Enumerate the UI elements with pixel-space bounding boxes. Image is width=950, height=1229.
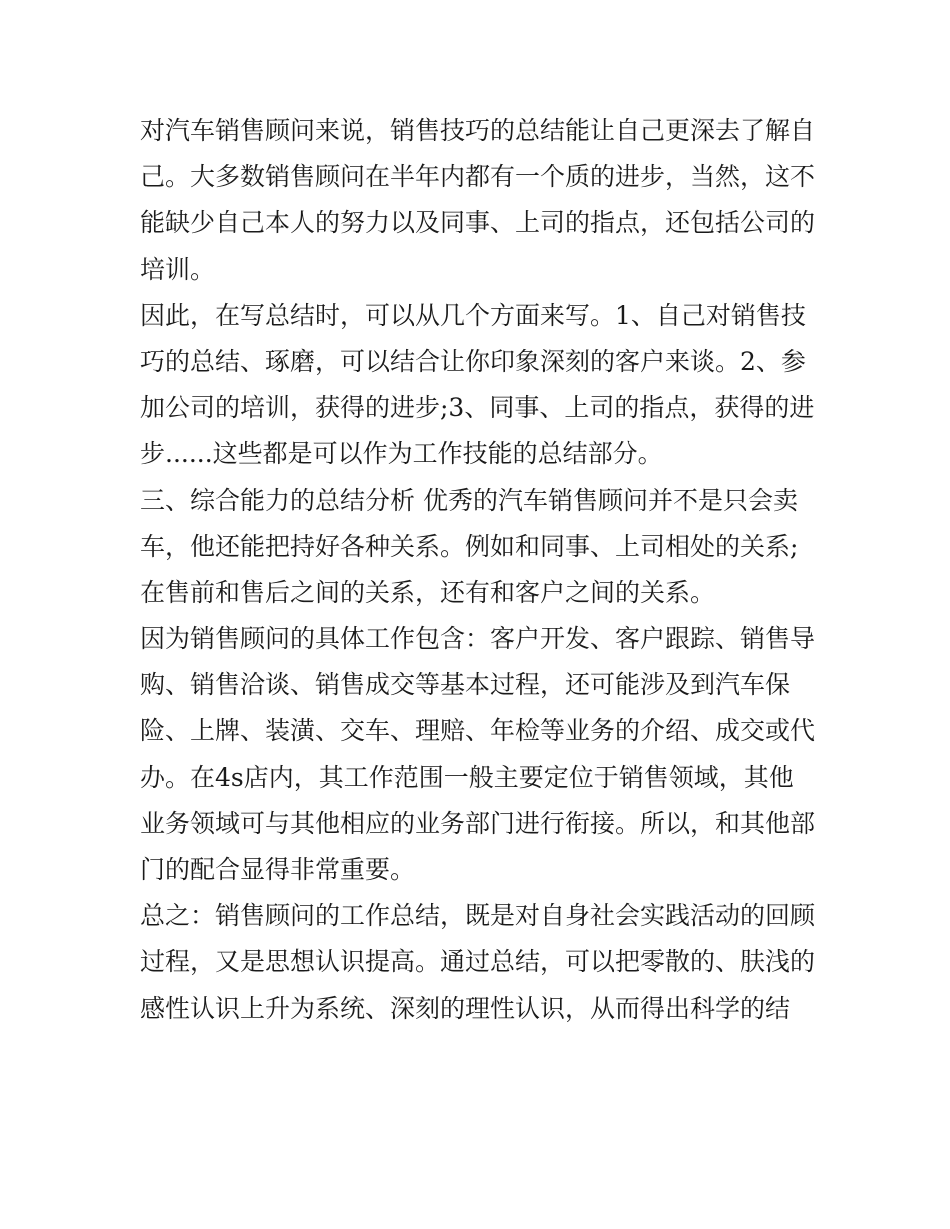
text-line: 感性认识上升为系统、深刻的理性认识，从而得出科学的结: [140, 993, 791, 1023]
text-line: 办。在4s店内，其工作范围一般主要定位于销售领域，其他: [140, 762, 794, 792]
text-line: 能缺少自己本人的努力以及同事、上司的指点，还包括公司的: [140, 208, 816, 238]
text-line: 在售前和售后之间的关系，还有和客户之间的关系。: [140, 577, 716, 607]
text-line: 因为销售顾问的具体工作包含：客户开发、客户跟踪、销售导: [140, 624, 816, 654]
document-body: [140, 108, 820, 1032]
text-line: 总之：销售顾问的工作总结，既是对自身社会实践活动的回顾: [140, 901, 816, 931]
text-line: 险、上牌、装潢、交车、理赔、年检等业务的介绍、成交或代: [140, 716, 816, 746]
text-line: 因此，在写总结时，可以从几个方面来写。1、自己对销售技: [140, 300, 806, 330]
text-line: 加公司的培训，获得的进步;3、同事、上司的指点，获得的进: [140, 393, 815, 423]
text-line: 过程，又是思想认识提高。通过总结，可以把零散的、肤浅的: [140, 947, 816, 977]
text-line: 巧的总结、琢磨，可以结合让你印象深刻的客户来谈。2、参: [140, 346, 806, 376]
text-line: 车，他还能把持好各种关系。例如和同事、上司相处的关系;: [140, 531, 799, 561]
text-line: 步......这些都是可以作为工作技能的总结部分。: [140, 439, 663, 469]
text-line: 培训。: [140, 254, 216, 284]
text-line: 己。大多数销售顾问在半年内都有一个质的进步，当然，这不: [140, 162, 816, 192]
text-line: 对汽车销售顾问来说，销售技巧的总结能让自己更深去了解自: [140, 116, 816, 145]
text-line: 购、销售洽谈、销售成交等基本过程，还可能涉及到汽车保: [140, 670, 791, 700]
text-line: 门的配合显得非常重要。: [140, 855, 416, 884]
text-line: 三、综合能力的总结分析 优秀的汽车销售顾问并不是只会卖: [140, 485, 798, 515]
text-line: 业务领域可与其他相应的业务部门进行衔接。所以，和其他部: [140, 808, 816, 838]
